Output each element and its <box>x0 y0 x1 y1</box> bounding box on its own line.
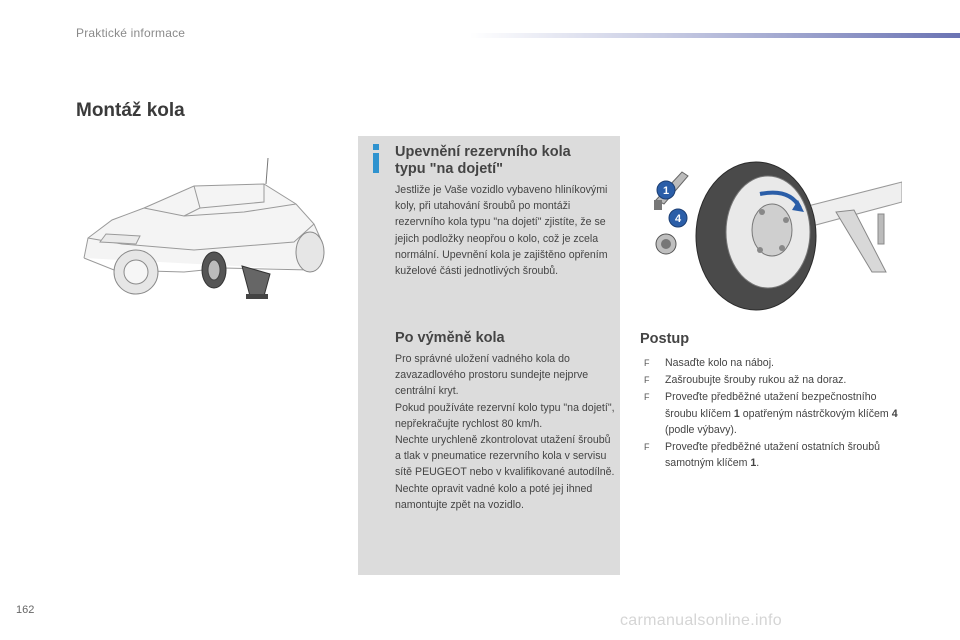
running-header: Praktické informace <box>76 26 186 40</box>
step-item: F Zašroubujte šrouby rukou až na doraz. <box>643 372 908 388</box>
bullet-icon: F <box>644 375 650 386</box>
header-gradient-bar <box>470 33 960 38</box>
info-box <box>358 136 620 575</box>
watermark: carmanualsonline.info <box>620 612 782 629</box>
car-jack-illustration <box>74 146 336 306</box>
step-item: F Proveďte předběžné utažení bezpečnostního šroubu klíčem 1 opatřeným nástrčkovým klíčem 4 (podle výbavy). <box>644 391 898 436</box>
info-icon-dot <box>373 144 379 150</box>
page-number: 162 <box>16 604 35 616</box>
bullet-icon: F <box>644 442 650 453</box>
section-title-spare-wheel: Upevnění rezervního kola typu "na dojetí" <box>395 144 571 177</box>
info-icon-stem <box>373 153 379 173</box>
bullet-icon: F <box>644 358 650 368</box>
section-title-after-change: Po výměně kola <box>395 330 505 346</box>
bullet-icon: F <box>644 392 650 403</box>
page-title: Montáž kola <box>76 100 185 121</box>
info-icon <box>370 144 382 174</box>
step-item: F Proveďte předběžné utažení ostatních šroubů samotným klíčem 1. <box>644 441 880 470</box>
wheel-bolts-illustration <box>640 142 902 312</box>
procedure-steps <box>643 355 908 472</box>
figure-label-4: 4 <box>674 213 682 225</box>
figure-label-1: 1 <box>662 185 670 197</box>
section-text-after-change: Pro správné uložení vadného kola do zavazadlového prostoru sundejte nejprve centrální kryt. Pokud používáte rezervní kolo typu "na dojetí", nepřekračujte rychlost 80 km/h. Nechte urychleně zkontrolovat utažení šroubů a tlak v pneumatice rezervního kola v servisu sítě PEUGEOT nebo v kvalifikované autodílně. Nechte opravit vadné kolo a poté jej ihned namontujte zpět na vozidlo. <box>395 353 615 511</box>
section-text-spare-wheel: Jestliže je Vaše vozidlo vybaveno hliníkovými koly, při utahování šroubů po montáži rezervního kola typu "na dojetí" zjistíte, že se jejich podložky neopřou o kolo, což je zcela normální. Upevnění kola je zajištěno opřením kuželové části jednotlivých šroubů. <box>395 184 608 278</box>
procedure-title: Postup <box>640 331 690 347</box>
step-item: F Nasaďte kolo na náboj. <box>643 355 908 371</box>
